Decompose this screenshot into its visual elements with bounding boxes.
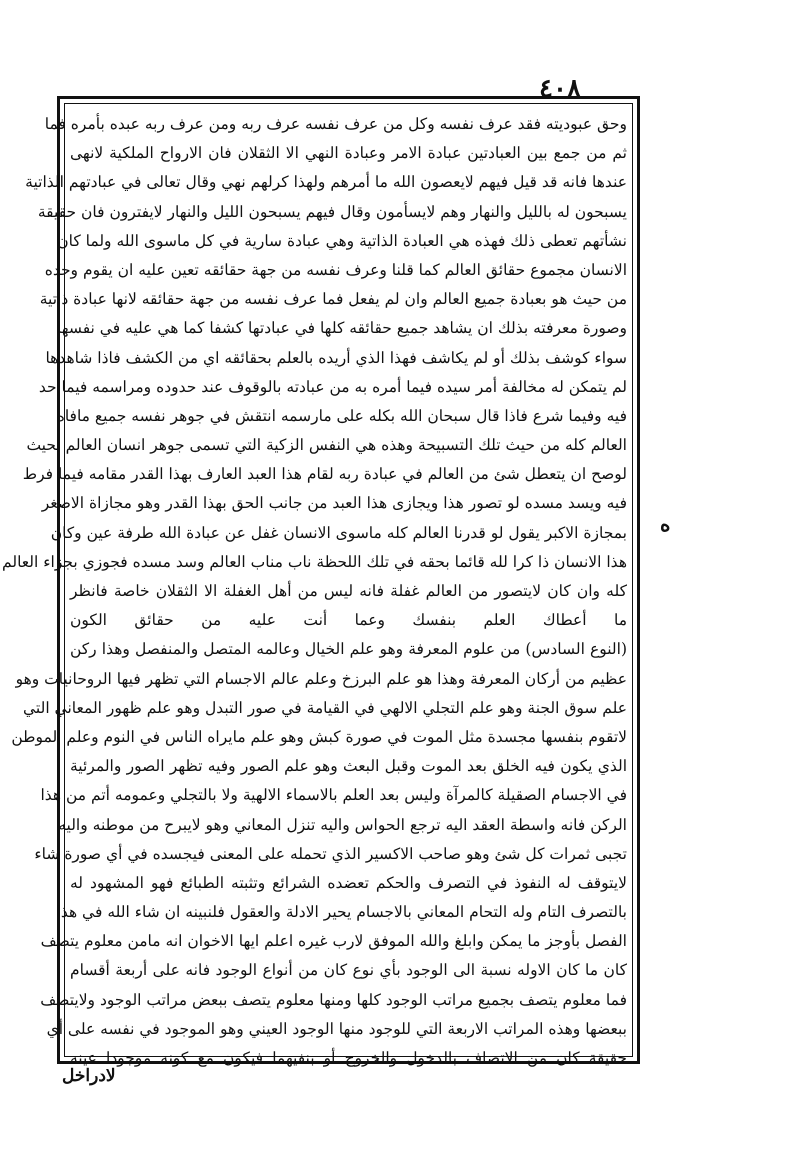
- text-line: حقيقة كان من الاتصاف بالدخول والخروج أو بنفيهما فيكون مع كونه موجودا عينه: [70, 1049, 627, 1067]
- text-line: عندها فانه قد قيل فيهم لايعصون الله ما أمرهم ولهذا كرلهم نهي وقال تعالى في عبادتهم الذاتية: [25, 173, 627, 192]
- text-line: فيه وفيما شرع فاذا قال سبحان الله بكله على مارسمه انتقش في جوهر نفسه جميع مافاه: [56, 406, 627, 425]
- text-line: فيه ويسد مسده لو تصور هذا ويجازى هذا العبد من جانب الحق بهذا القدر وهو مجازاة الاصغر: [41, 494, 627, 513]
- text-line: لم يتمكن له مخالفة أمر سيده فيما أمره به من عبادته بالوقوف عند حدوده ومراسمه فيما حد: [38, 377, 627, 396]
- catchword: لادراخل: [62, 1066, 116, 1086]
- text-line: كان ما كان الاوله نسبة الى الوجود بأي نوع كان من أنواع الوجود فانه على أربعة أقسام: [70, 961, 627, 980]
- text-line: ثم من جمع بين العبادتين عبادة الامر وعبادة النهي الا الثقلان فان الارواح الملكية لانهى: [70, 144, 627, 163]
- text-line: هذا الانسان ذا كرا لله قائما بحقه في تلك اللحظة ناب مناب العالم وسد مسده فجوزي بجزاء العالم: [2, 552, 627, 571]
- text-line: في الاجسام الصقيلة كالمرآة وليس بعد العلم بالاسماء الالهية ولا بالتجلي وعمومه أتم من هذا: [40, 786, 627, 805]
- text-line: فما معلوم يتصف بجميع مراتب الوجود كلها ومنها معلوم يتصف ببعض مراتب الوجود ولايتصف: [40, 990, 627, 1009]
- text-line: الذي يكون فيه الخلق بعد الموت وقبل البعث وهو علم الصور وفيه تظهر الصور والمرئية: [70, 757, 627, 776]
- text-line: يسبحون له بالليل والنهار وهم لايسأمون وقال فيهم يسبحون الليل والنهار لايفترون فان حقيقة: [37, 202, 627, 221]
- text-line: الفصل بأوجز ما يمكن وابلغ والله الموفق لارب غيره اعلم ايها الاخوان انه مامن معلوم يتصف: [40, 932, 627, 951]
- text-line: من حيث هو بعبادة جميع العالم وان لم يفعل فما عرف نفسه من جهة حقائقه لانها عبادة ذاتية: [39, 290, 627, 309]
- text-line: عظيم من أركان المعرفة وهذا هو علم البرزخ وعلم عالم الاجسام التي تظهر فيها الروحانيات وهو: [15, 669, 627, 688]
- text-line: ما أعطاك العلم بنفسك وعما أنت عليه من حقائق الكون: [70, 611, 627, 630]
- text-line: وحق عبوديته فقد عرف نفسه وكل من عرف نفسه عرف ربه ومن عرف ربه عبده بأمره فما: [44, 115, 627, 133]
- text-line: لاتقوم بنفسها مجسدة مثل الموت في صورة كبش وهو علم مايراه الناس في النوم وعلم الموطن: [11, 727, 627, 746]
- text-line: كله وان كان لايتصور من العالم غفلة فانه ليس من أهل الغفلة الا الثقلان خاصة فانظر: [70, 582, 627, 600]
- text-line: لوصح ان يتعطل شئ من العالم في عبادة ربه لقام هذا العبد العارف بهذا القدر مقامه فيما فرط: [22, 465, 627, 484]
- text-line: سواء كوشف بذلك أو لم يكاشف فهذا الذي أريده بالعلم بحقائقه اي من الكشف فاذا شاهدها: [45, 348, 627, 367]
- text-line: بالتصرف التام وله التحام المعاني بالاجسام يحير الادلة والعقول فلنبينه ان شاء الله في هذا: [56, 903, 627, 922]
- text-line: ببعضها وهذه المراتب الاربعة التي للوجود منها الوجود العيني وهو الموجود في نفسه على أي: [46, 1019, 627, 1038]
- text-line: العالم كله من حيث تلك التسبيحة وهذه هي النفس الزكية التي تسمى جوهر انسان العالم بحيث: [26, 436, 627, 455]
- text-line: (النوع السادس) من علوم المعرفة وهو علم الخيال وعالمه المتصل والمنفصل وهذا ركن: [70, 640, 627, 659]
- text-line: علم سوق الجنة وهو علم التجلي الالهي في القيامة في صور التبدل وهو علم ظهور المعاني التي: [23, 698, 627, 717]
- text-line: الانسان مجموع حقائق العالم كما قلنا وعرف نفسه من جهة حقائقه تعين عليه ان يقوم وحده: [44, 260, 627, 279]
- text-line: لايتوقف له النفوذ في التصرف والحكم تعضده الشرائع وتثبته الطبائع فهو المشهود له: [70, 873, 627, 892]
- page-number: ٤٠٨: [539, 74, 581, 104]
- text-line: نشأتهم تعطى ذلك فهذه هي العبادة الذاتية وهي عبادة سارية في كل ماسوى الله ولما كان: [57, 231, 627, 250]
- text-line: بمجازة الاكبر يقول لو قدرنا العالم كله ماسوى الانسان غفل عن عبادة الله طرفة عين وكان: [50, 523, 627, 542]
- text-line: وصورة معرفته بذلك ان يشاهد جميع حقائقه كلها في عبادتها كشفا كما هي عليه في نفسها: [57, 319, 627, 338]
- text-line: الركن فانه واسطة العقد اليه ترجع الحواس واليه تنزل المعاني وهو لايبرح من موطنه واليه: [58, 815, 627, 834]
- margin-mark: ه: [660, 512, 671, 536]
- text-body: [2, 110, 627, 1067]
- text-line: تجبى ثمرات كل شئ وهو صاحب الاكسير الذي تحمله على المعنى فيجسده في أي صورة شاء: [34, 844, 627, 863]
